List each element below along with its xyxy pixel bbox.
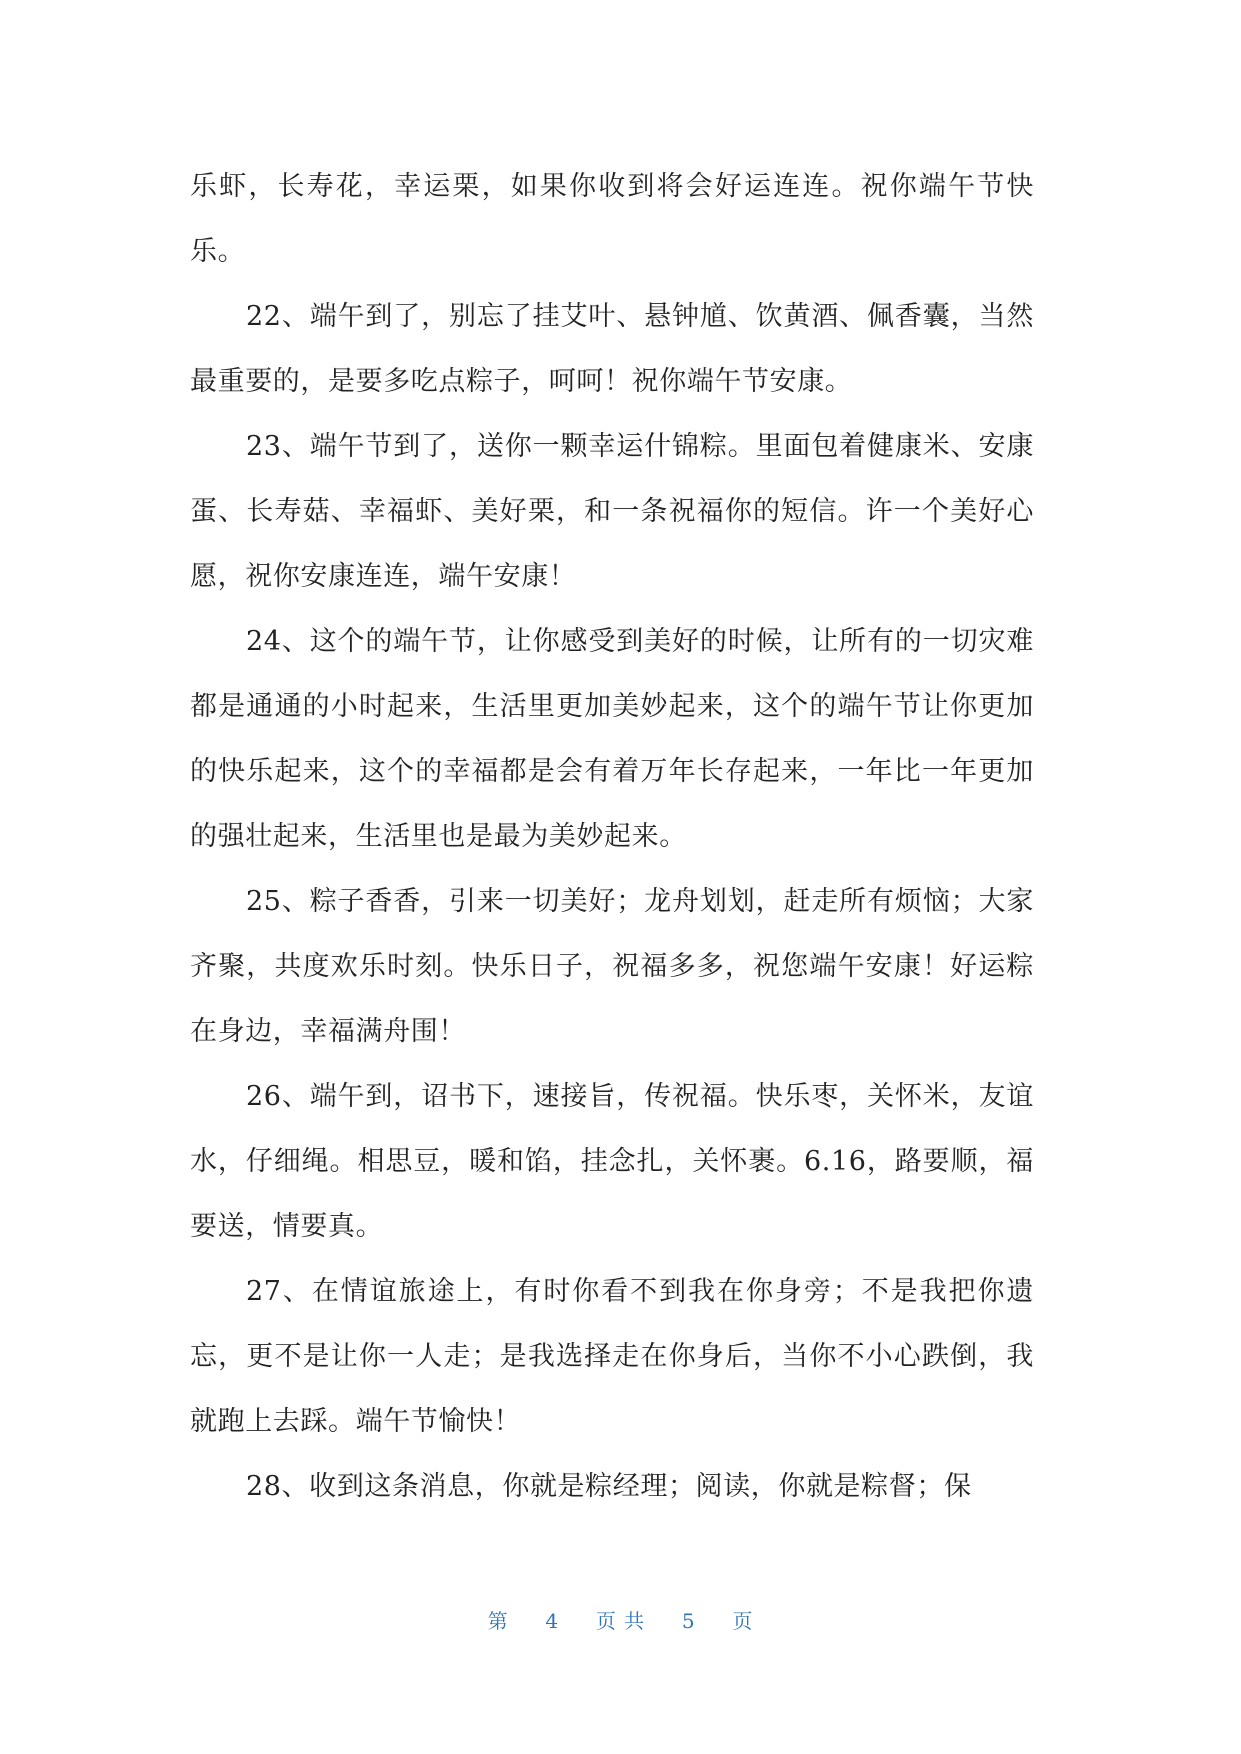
paragraph-item-28: 28、收到这条消息，你就是粽经理；阅读，你就是粽督；保 [246, 1471, 972, 1502]
paragraph-item-27: 27、在情谊旅途上，有时你看不到我在你身旁；不是我把你遗忘，更不是让你一人走；是我选择走在你身后，当你不小心跌倒，我就跑上去踩。端午节愉快！ [190, 1276, 1034, 1437]
footer-prefix: 第 [487, 1609, 509, 1633]
footer-total-pages: 5 [681, 1609, 696, 1633]
paragraph-item-23: 23、端午节到了，送你一颗幸运什锦粽。里面包着健康米、安康蛋、长寿菇、幸福虾、美好栗，和一条祝福你的短信。许一个美好心愿，祝你安康连连，端午安康！ [190, 431, 1034, 592]
footer-current-page: 4 [545, 1609, 560, 1633]
document-body [190, 154, 1034, 1519]
paragraph-item-25: 25、粽子香香，引来一切美好；龙舟划划，赶走所有烦恼；大家齐聚，共度欢乐时刻。快乐日子，祝福多多，祝您端午安康！好运粽在身边，幸福满舟围！ [190, 886, 1034, 1047]
footer-suffix: 页 [732, 1609, 754, 1633]
footer-middle: 页 共 [595, 1609, 646, 1633]
paragraph-continuation: 乐虾，长寿花，幸运栗，如果你收到将会好运连连。祝你端午节快乐。 [190, 171, 1034, 267]
paragraph-item-22: 22、端午到了，别忘了挂艾叶、悬钟馗、饮黄酒、佩香囊，当然最重要的，是要多吃点粽子，呵呵！祝你端午节安康。 [190, 301, 1034, 397]
page-footer [0, 1605, 1241, 1634]
paragraph-item-24: 24、这个的端午节，让你感受到美好的时候，让所有的一切灾难都是通通的小时起来，生活里更加美妙起来，这个的端午节让你更加的快乐起来，这个的幸福都是会有着万年长存起来，一年比一年更加的强壮起来，生活里也是最为美妙起来。 [190, 626, 1034, 852]
paragraph-item-26: 26、端午到，诏书下，速接旨，传祝福。快乐枣，关怀米，友谊水，仔细绳。相思豆，暖和馅，挂念扎，关怀裹。6.16，路要顺，福要送，情要真。 [190, 1081, 1034, 1242]
